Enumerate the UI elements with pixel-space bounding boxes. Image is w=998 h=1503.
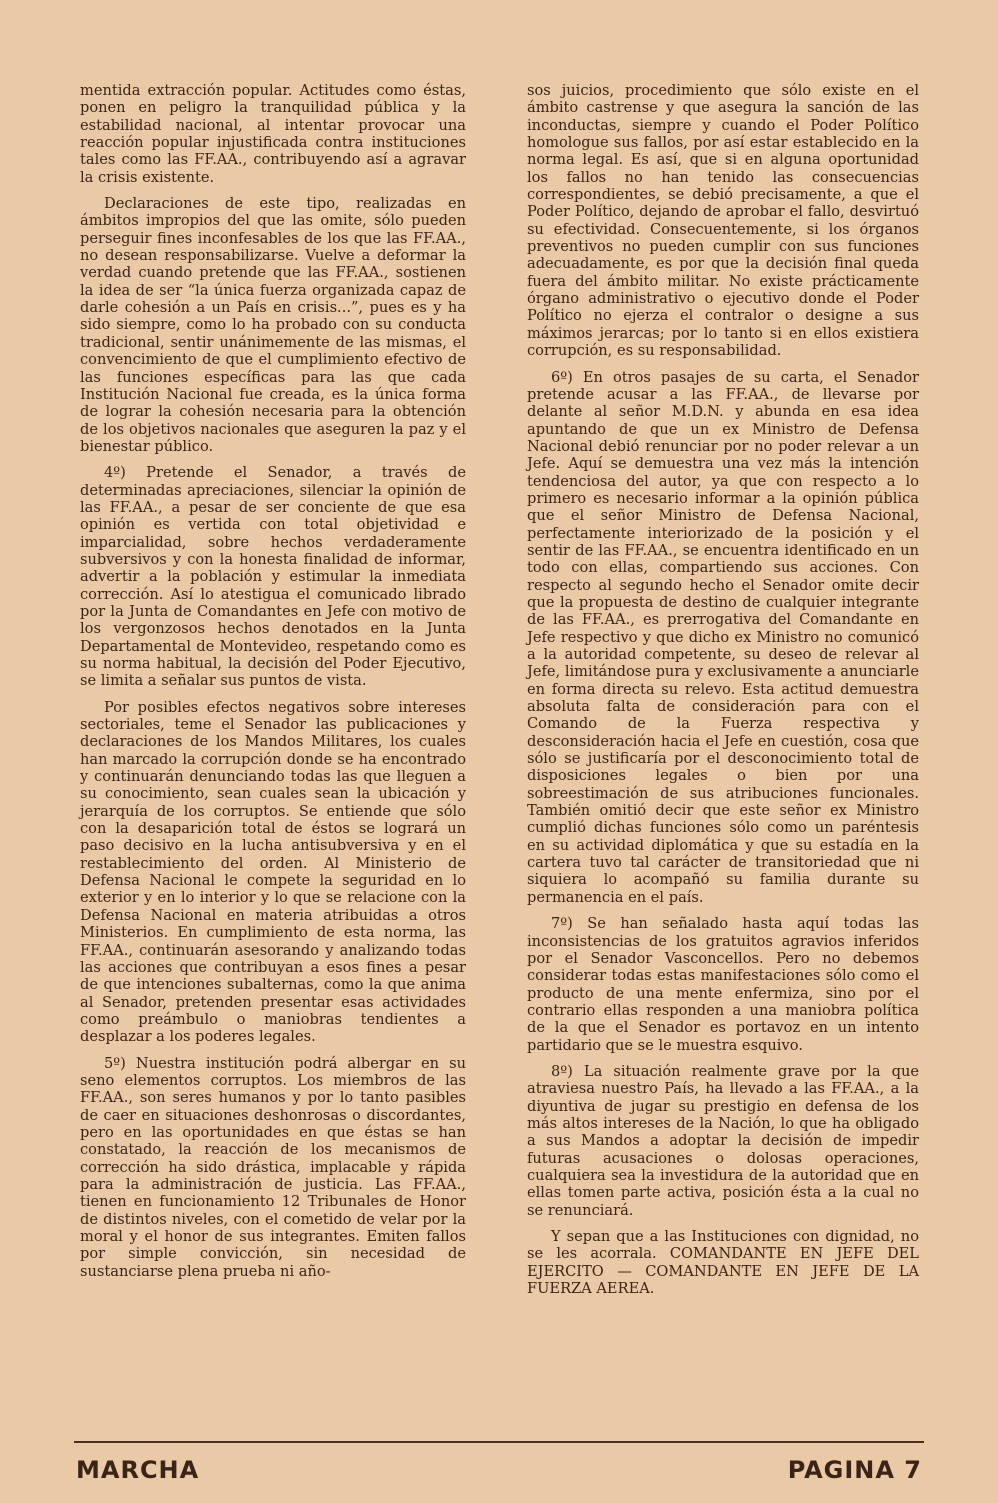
page-number: PAGINA 7	[787, 1456, 922, 1484]
left-column	[80, 82, 466, 1437]
paragraph: 5º) Nuestra institución podrá albergar en su seno elementos corruptos. Los miembros de las FF.AA., son seres humanos y por lo tanto pasibles de caer en situaciones deshonrosas o discordantes, pero en las oportunidades en que éstas se han constatado, la reacción de los mecanismos de corrección ha sido drástica, implacable y rápida para la administración de justicia. Las FF.AA., tienen en funcionamiento 12 Tribunales de Honor de distintos niveles, con el cometido de velar por la moral y el honor de sus integrantes. Emiten fallos por simple convicción, sin necesidad de sustanciarse plena prueba ni año-	[80, 1054, 466, 1280]
paragraph: mentida extracción popular. Actitudes como éstas, ponen en peligro la tranquilidad pública y la estabilidad nacional, al intentar provocar una reacción popular injustificada contra instituciones tales como las FF.AA., contribuyendo así a agravar la crisis existente.	[80, 82, 466, 186]
paragraph: Y sepan que a las Instituciones con dignidad, no se les acorrala. COMANDANTE EN JEFE DEL EJERCITO — COMANDANTE EN JEFE DE LA FUERZA AEREA.	[527, 1228, 919, 1298]
publication-name: MARCHA	[76, 1456, 200, 1484]
right-column	[527, 82, 919, 1437]
footer-rule	[74, 1441, 924, 1443]
paragraph: 7º) Se han señalado hasta aquí todas las inconsistencias de los gratuitos agravios inferidos por el Senador Vasconcellos. Pero no debemos considerar todas estas manifestaciones sólo como el producto de una mente enfermiza, sino por el contrario ellas responden a una maniobra política de la que el Senador es portavoz en un intento partidario que se le muestra esquivo.	[527, 915, 919, 1054]
paragraph: sos juicios, procedimiento que sólo existe en el ámbito castrense y que asegura la sanción de las inconductas, siempre y cuando el Poder Político homologue sus fallos, por así estar establecido en la norma legal. Es así, que si en alguna oportunidad los fallos no han tenido las consecuencias correspondientes, se debió precisamente, a que el Poder Político, dejando de aprobar el fallo, desvirtuó su efectividad. Consecuentemente, si los órganos preventivos no pueden cumplir con sus funciones adecuadamente, es por que la decisión final queda fuera del ámbito militar. No existe prácticamente órgano administrativo o ejecutivo donde el Poder Político no ejerza el contralor o designe a sus máximos jerarcas; por lo tanto si en ellos existiera corrupción, es su responsabilidad.	[527, 82, 919, 360]
paragraph: 4º) Pretende el Senador, a través de determinadas apreciaciones, silenciar la opinión de las FF.AA., a pesar de ser conciente de que esa opinión es vertida con total objetividad e imparcialidad, sobre hechos verdaderamente subversivos y con la honesta finalidad de informar, advertir a la población y estimular la inmediata corrección. Así lo atestigua el comunicado librado por la Junta de Comandantes en Jefe con motivo de los vergonzosos hechos denotados en la Junta Departamental de Montevideo, respetando como es su norma habitual, la decisión del Poder Ejecutivo, se limita a señalar sus puntos de vista.	[80, 464, 466, 690]
paragraph: 6º) En otros pasajes de su carta, el Senador pretende acusar a las FF.AA., de llevarse por delante al señor M.D.N. y abunda en esa idea apuntando de que un ex Ministro de Defensa Nacional debió renunciar por no poder relevar a un Jefe. Aquí se demuestra una vez más la intención tendenciosa del autor, ya que con respecto a lo primero es necesario informar a la opinión pública que el señor Ministro de Defensa Nacional, perfectamente interiorizado de la posición y el sentir de las FF.AA., se encuentra identificado en un todo con ellas, compartiendo sus acciones. Con respecto al segundo hecho el Senador omite decir que la propuesta de destino de cualquier integrante de las FF.AA., es prerrogativa del Comandante en Jefe respectivo y que dicho ex Ministro no comunicó a la autoridad competente, su deseo de relevar al Jefe, limitándose pura y exclusivamente a anunciarle en forma directa su relevo. Esta actitud demuestra absoluta falta de consideración para con el Comando de la Fuerza respectiva y desconsideración hacia el Jefe en cuestión, cosa que sólo se justificaría por el desconocimiento total de disposiciones legales o bien por una sobreestimación de sus atribuciones funcionales. También omitió decir que este señor ex Ministro cumplió dichas funciones sólo como un paréntesis en su actividad diplomática y que su estadía en la cartera tuvo tal carácter de transitoriedad que ni siquiera lo acompañó su familia durante su permanencia en el país.	[527, 368, 919, 906]
paragraph: Por posibles efectos negativos sobre intereses sectoriales, teme el Senador las publicaciones y declaraciones de los Mandos Militares, los cuales han marcado la corrupción donde se ha encontrado y continuarán denunciando todas las que lleguen a su conocimiento, sean cuales sean la ubicación y jerarquía de los corruptos. Se entiende que sólo con la desaparición total de éstos se logrará un paso decisivo en la lucha antisubversiva y en el restablecimiento del orden. Al Ministerio de Defensa Nacional le compete la seguridad en lo exterior y en lo interior y lo que se relacione con la Defensa Nacional en materia atribuidas a otros Ministerios. En cumplimiento de esta norma, las FF.AA., continuarán asesorando y analizando todas las acciones que contribuyan a esos fines a pesar de que intenciones subalternas, como la que anima al Senador, pretenden presentar esas actividades como preámbulo o maniobras tendientes a desplazar a los poderes legales.	[80, 698, 466, 1046]
paragraph: 8º) La situación realmente grave por la que atraviesa nuestro País, ha llevado a las FF.AA., a la diyuntiva de jugar su prestigio en defensa de los más altos intereses de la Nación, lo que ha obligado a sus Mandos a adoptar la decisión de impedir futuras acusaciones o dolosas operaciones, cualquiera sea la investidura de la autoridad que en ellas tomen parte activa, posición ésta a la cual no se renunciará.	[527, 1062, 919, 1219]
paragraph: Declaraciones de este tipo, realizadas en ámbitos impropios del que las omite, sólo pueden perseguir fines inconfesables de los que las FF.AA., no desean responsabilizarse. Vuelve a deformar la verdad cuando pretende que las FF.AA., sostienen la idea de ser “la única fuerza organizada capaz de darle cohesión a un País en crisis...”, pues es y ha sido siempre, como lo ha probado con su conducta tradicional, sentir unánimemente de las mismas, el convencimiento de que el cumplimiento efectivo de las funciones específicas para las que cada Institución Nacional fue creada, es la única forma de lograr la cohesión necesaria para la obtención de los objetivos nacionales que aseguren la paz y el bienestar público.	[80, 195, 466, 455]
